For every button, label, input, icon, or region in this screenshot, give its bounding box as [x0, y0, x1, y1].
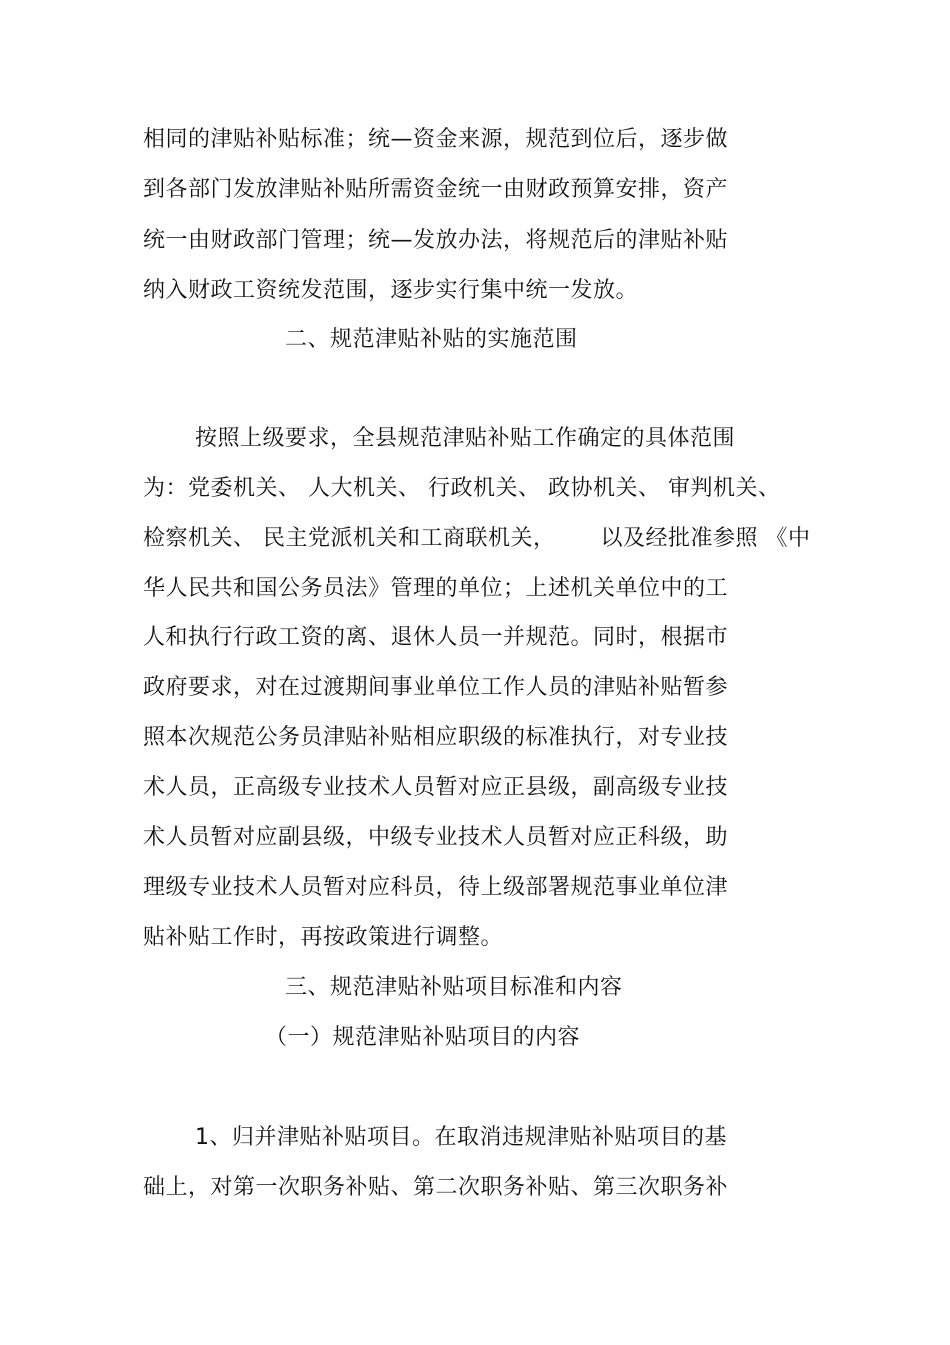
- paragraph-line: 为：党委机关、 人大机关、 行政机关、 政协机关、 审判机关、: [143, 476, 781, 501]
- paragraph-line: 理级专业技术人员暂对应科员，待上级部署规范事业单位津: [143, 875, 729, 900]
- paragraph-line: 相同的津贴补贴标准；统—资金来源，规范到位后，逐步做: [143, 127, 729, 152]
- paragraph-line: 1、归并津贴补贴项目。在取消违规津贴补贴项目的基: [195, 1125, 727, 1150]
- paragraph-line: 检察机关、 民主党派机关和工商联机关， 以及经批准参照 《中: [143, 526, 811, 551]
- section-heading: 三、规范津贴补贴项目标准和内容: [285, 975, 623, 1000]
- paragraph-line: 术人员暂对应副县级，中级专业技术人员暂对应正科级，助: [143, 825, 729, 850]
- paragraph-line: 照本次规范公务员津贴补贴相应职级的标准执行，对专业技: [143, 725, 729, 750]
- subsection-heading: （一）规范津贴补贴项目的内容: [265, 1025, 581, 1050]
- paragraph-line: 础上，对第一次职务补贴、第二次职务补贴、第三次职务补: [143, 1175, 729, 1200]
- section-heading: 二、规范津贴补贴的实施范围: [285, 327, 578, 352]
- paragraph-line: 贴补贴工作时，再按政策进行调整。: [143, 925, 504, 950]
- paragraph-line: 按照上级要求，全县规范津贴补贴工作确定的具体范围: [195, 426, 736, 451]
- paragraph-line: 统一由财政部门管理；统—发放办法，将规范后的津贴补贴: [143, 228, 729, 253]
- paragraph-line: 政府要求，对在过渡期间事业单位工作人员的津贴补贴暂参: [143, 675, 729, 700]
- paragraph-line: 华人民共和国公务员法》管理的单位；上述机关单位中的工: [143, 576, 729, 601]
- paragraph-line: 人和执行行政工资的离、退休人员一并规范。同时，根据市: [143, 625, 729, 650]
- paragraph-line: 术人员，正高级专业技术人员暂对应正县级，副高级专业技: [143, 775, 729, 800]
- paragraph-line: 到各部门发放津贴补贴所需资金统一由财政预算安排，资产: [143, 177, 729, 202]
- paragraph-line: 纳入财政工资统发范围，逐步实行集中统一发放。: [143, 278, 639, 303]
